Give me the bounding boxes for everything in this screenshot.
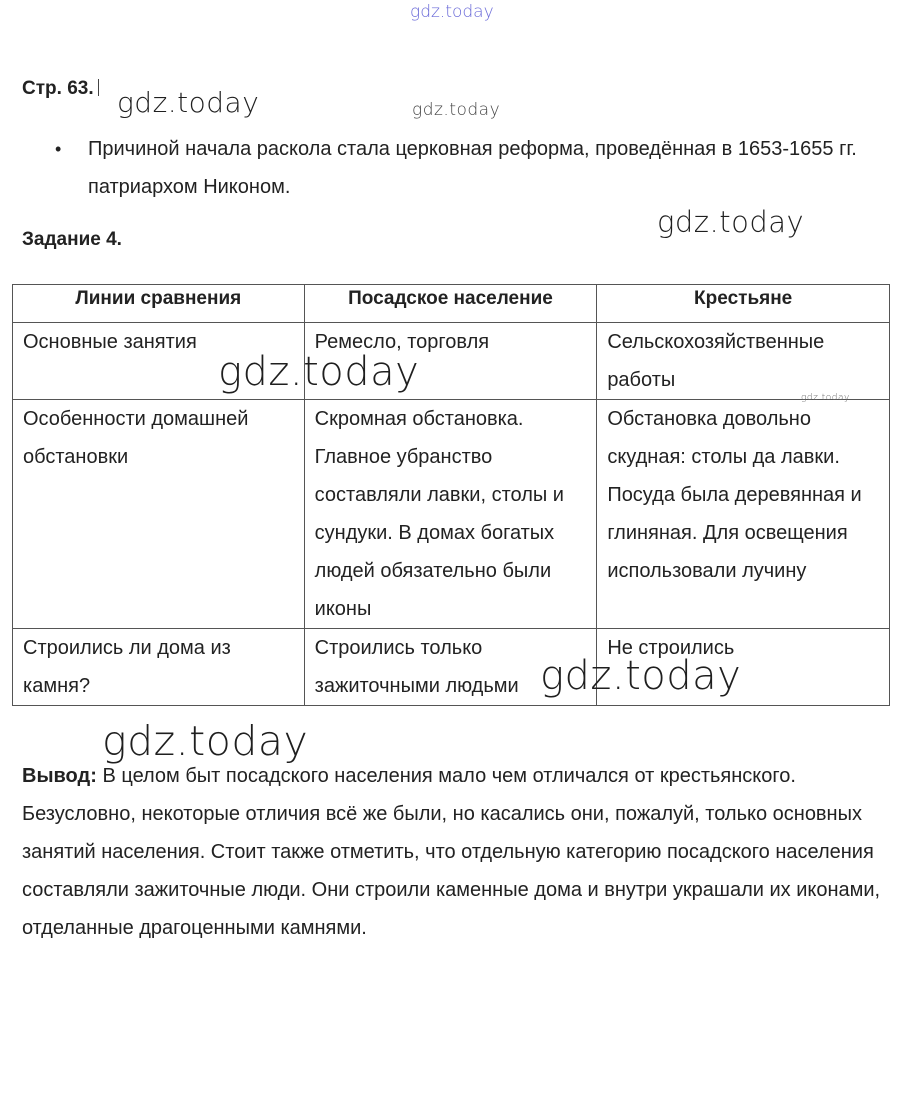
table-row xyxy=(13,629,890,706)
table-cell: Основные занятия xyxy=(13,323,305,400)
table-cell: Обстановка довольно скудная: столы да лавки. Посуда была деревянная и глиняная. Для освещения использовали лучину xyxy=(597,400,890,629)
task-title: Задание 4. xyxy=(22,229,122,250)
table-row xyxy=(13,400,890,629)
table-row xyxy=(13,323,890,400)
table-cell: Не строились xyxy=(597,629,890,706)
conclusion-label: Вывод: xyxy=(22,765,97,787)
watermark: gdz.today xyxy=(218,349,420,395)
bullet-item xyxy=(55,130,875,206)
table-cell: Строились только зажиточными людьми xyxy=(304,629,597,706)
watermark: gdz.today xyxy=(117,86,260,119)
table-cell: Сельскохозяйственные работы xyxy=(597,323,890,400)
text-cursor xyxy=(98,79,99,96)
comparison-table xyxy=(12,284,890,706)
bullet-dot-icon: • xyxy=(55,139,62,159)
watermark: gdz.today xyxy=(801,393,850,403)
page-reference xyxy=(22,78,99,100)
conclusion-paragraph xyxy=(22,757,892,947)
table-header-cell: Линии сравнения xyxy=(13,285,305,323)
table-cell: Строились ли дома из камня? xyxy=(13,629,305,706)
watermark: gdz.today xyxy=(540,653,742,699)
page-reference-text: Стр. 63. xyxy=(22,78,94,99)
table-cell: Особенности домашней обстановки xyxy=(13,400,305,629)
table-header-cell: Крестьяне xyxy=(597,285,890,323)
watermark: gdz.today xyxy=(657,205,805,239)
watermark: gdz.today xyxy=(102,717,309,765)
conclusion-text: В целом быт посадского населения мало чем отличался от крестьянского. Безусловно, некоторые отличия всё же были, но касались они, пожалуй, только основных занятий населения. Стоит также отметить, что отдельную категорию посадского населения составляли зажиточные люди. Они строили каменные дома и внутри украшали их иконами, отделанные драгоценными камнями. xyxy=(22,765,881,939)
table-header-row xyxy=(13,285,890,323)
table-header-cell: Посадское население xyxy=(304,285,597,323)
table-cell: Ремесло, торговля xyxy=(304,323,597,400)
watermark: gdz.today xyxy=(412,100,501,120)
table-cell: Скромная обстановка. Главное убранство составляли лавки, столы и сундуки. В домах богатых людей обязательно были иконы xyxy=(304,400,597,629)
bullet-text: Причиной начала раскола стала церковная реформа, проведённая в 1653-1655 гг. патриархом Никоном. xyxy=(88,138,857,198)
watermark-top: gdz.today xyxy=(410,2,494,22)
